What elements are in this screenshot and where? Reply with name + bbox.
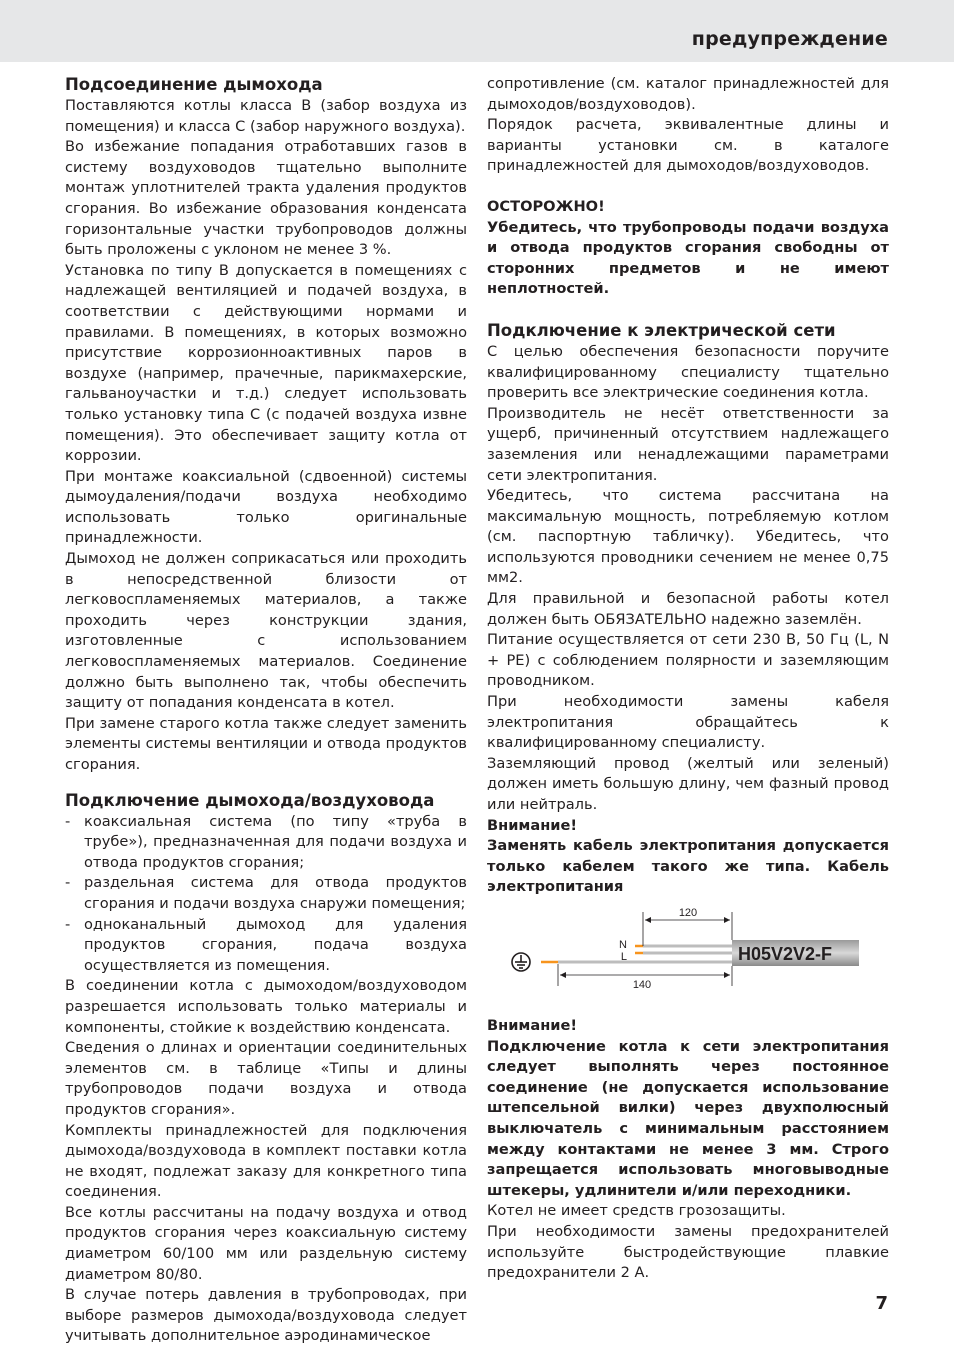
paragraph: При замене старого котла также следует заменить элементы системы вентиляции и отвода продуктов сгорания. bbox=[65, 714, 467, 773]
paragraph: Производитель не несёт ответственности за ущерб, причиненный отсутствием надлежащего заземления или ненадлежащими параметрами сети электропитания. bbox=[487, 404, 889, 484]
paragraph: Дымоход не должен соприкасаться или проходить в непосредственной близости от легковоспламеняемых материалов, а также проходить через конструкции здания, изготовленные с использованием легковоспламеняемых материалов. Соединение должно быть выполнено так, чтобы обеспечить защиту от попадания конденсата в котел. bbox=[65, 550, 467, 712]
paragraph: В случае потерь давления в трубопроводах, при выборе размеров дымохода/воздуховода следует учитывать дополнительное аэродинамическое bbox=[65, 1286, 467, 1345]
paragraph: Поставляются котлы класса B (забор воздуха из помещения) и класса C (забор наружного воздуха). bbox=[65, 97, 467, 135]
right-column bbox=[487, 74, 889, 1284]
page-header-title: предупреждение bbox=[691, 28, 888, 50]
paragraph: В соединении котла с дымоходом/воздуховодом разрешается использовать только материалы и компоненты, стойкие к воздействию конденсата. bbox=[65, 977, 467, 1036]
left-column bbox=[65, 74, 467, 1347]
section-heading-flue-connection: Подключение дымохода/воздуховода bbox=[65, 790, 435, 810]
dimension-bottom: 140 bbox=[632, 978, 652, 991]
flue-types-list bbox=[65, 812, 467, 977]
attention-title: Внимание! bbox=[487, 816, 578, 834]
paragraph: Питание осуществляется от сети 230 В, 50 Гц (L, N + PE) с соблюдением полярности и заземляющим проводником. bbox=[487, 631, 889, 690]
list-item: - коаксиальная система (по типу «труба в трубе»), предназначенная для подачи воздуха и отвода продуктов сгорания; bbox=[65, 812, 467, 874]
attention-title: Внимание! bbox=[487, 1016, 578, 1034]
paragraph: Установка по типу B допускается в помещениях с надлежащей вентиляцией и подачей воздуха, в соответствии с действующими нормами и правилами. В помещениях, в которых возможно присутствие коррозионноактивных паров в воздухе (например, прачечные, парикмахерские, гальваноучастки и т.д.) следует использовать только установку типа C (с подачей воздуха извне помещения). Это обеспечивает защиту котла от коррозии. bbox=[65, 261, 467, 465]
ground-icon bbox=[512, 953, 530, 971]
dimension-top: 120 bbox=[678, 906, 698, 919]
neutral-label: N bbox=[619, 938, 627, 951]
paragraph: При монтаже коаксиальной (сдвоенной) системы дымоудаления/подачи воздуха необходимо использовать только оригинальные принадлежности. bbox=[65, 467, 467, 547]
paragraph: Заземляющий провод (желтый или зеленый) должен иметь большую длину, чем фазный провод или нейтраль. bbox=[487, 754, 889, 813]
attention-text: Заменять кабель электропитания допускается только кабелем такого же типа. Кабель электропитания bbox=[487, 837, 889, 896]
list-item: - одноканальный дымоход для удаления продуктов сгорания, подача воздуха осуществляется из помещения. bbox=[65, 915, 467, 977]
paragraph: Котел не имеет средств грозозащиты. bbox=[487, 1202, 786, 1220]
paragraph: Убедитесь, что система рассчитана на максимальную мощность, потребляемую котлом (см. паспортную табличку). Убедитесь, что используются проводники сечением не менее 0,75 мм2. bbox=[487, 487, 889, 587]
paragraph: сопротивление (см. каталог принадлежностей для дымоходов/воздуховодов). bbox=[487, 75, 889, 113]
cable-type-label: H05V2V2-F bbox=[738, 943, 833, 964]
list-item: - раздельная система для отвода продуктов сгорания и подачи воздуха снаружи помещения; bbox=[65, 873, 467, 914]
caution-title: ОСТОРОЖНО! bbox=[487, 197, 605, 215]
page-number: 7 bbox=[875, 1293, 888, 1314]
cable-diagram bbox=[487, 906, 889, 1016]
phase-label: L bbox=[620, 950, 627, 963]
attention-text: Подключение котла к сети электропитания следует выполнять через постоянное соединение (не допускается использование штепсельной вилки) через двухполюсный выключатель с минимальным расстоянием между контактами не менее 3 мм. Строго запрещается использовать многовыводные штекеры, удлинители и/или переходники. bbox=[487, 1037, 889, 1199]
paragraph: При необходимости замены кабеля электропитания обращайтесь к квалифицированному специалисту. bbox=[487, 693, 889, 752]
paragraph: С целью обеспечения безопасности поручите квалифицированному специалисту тщательно проверить все электрические соединения котла. bbox=[487, 342, 889, 402]
paragraph: Во избежание попадания отработавших газов в систему воздуховодов тщательно выполните монтаж уплотнителей тракта удаления продуктов сгорания. Во избежание образования конденсата горизонтальные участки трубопроводов должны быть проложены с уклоном не менее 3 %. bbox=[65, 138, 467, 259]
paragraph: Комплекты принадлежностей для подключения дымохода/воздуховода в комплект поставки котла не входят, подлежат заказу для конкретного типа соединения. bbox=[65, 1121, 467, 1201]
section-heading-electrical: Подключение к электрической сети bbox=[487, 320, 836, 340]
paragraph: Все котлы рассчитаны на подачу воздуха и отвод продуктов сгорания через коаксиальную систему диаметром 60/100 мм или раздельную систему диаметром 80/80. bbox=[65, 1203, 467, 1283]
paragraph: Сведения о длинах и ориентации соединительных элементов см. в таблице «Типы и длины трубопроводов подачи воздуха и отвода продуктов сгорания». bbox=[65, 1039, 467, 1118]
caution-text: Убедитесь, что трубопроводы подачи воздуха и отвода продуктов сгорания свободны от сторонних предметов и не имеют неплотностей. bbox=[487, 218, 889, 298]
section-heading-chimney: Подсоединение дымохода bbox=[65, 75, 323, 94]
paragraph: Для правильной и безопасной работы котел должен быть ОБЯЗАТЕЛЬНО надежно заземлён. bbox=[487, 590, 889, 628]
paragraph: Порядок расчета, эквивалентные длины и варианты установки см. в каталоге принадлежностей для дымоходов/воздуховодов. bbox=[487, 116, 889, 175]
paragraph: При необходимости замены предохранителей используйте быстродействующие плавкие предохранители 2 А. bbox=[487, 1222, 889, 1282]
